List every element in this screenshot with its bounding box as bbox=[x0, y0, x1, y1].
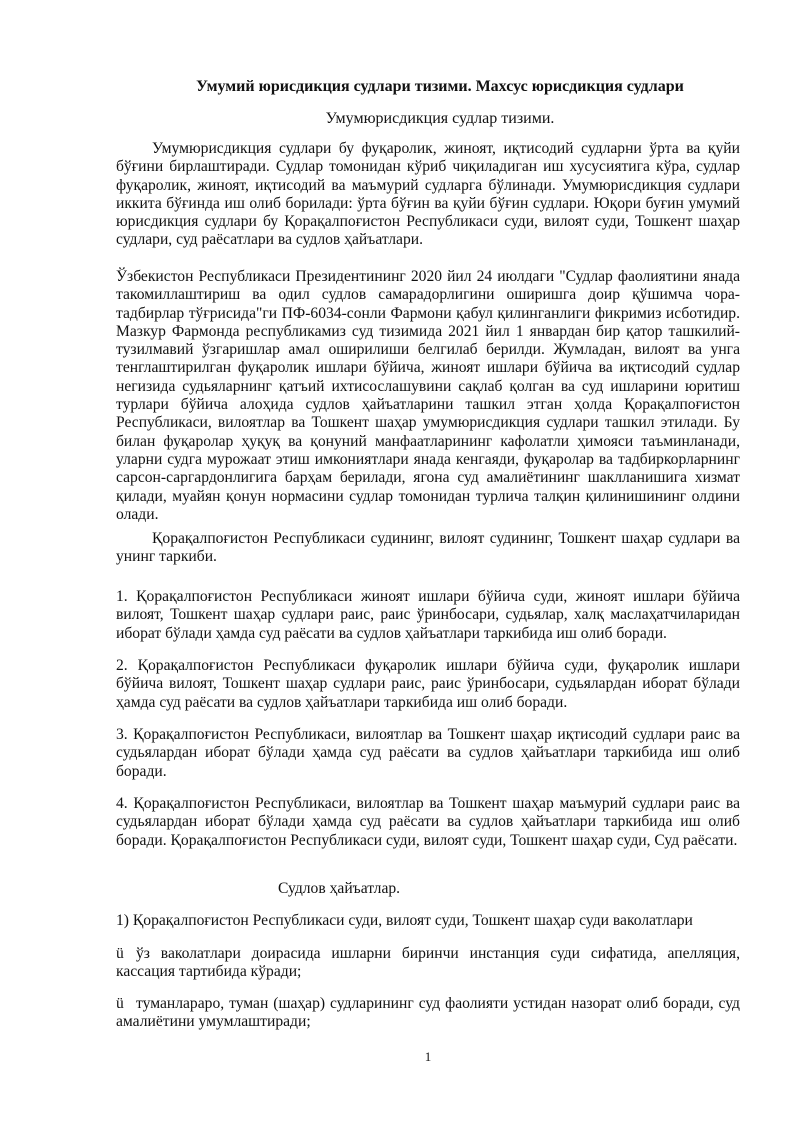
bullet-item-supervision bbox=[116, 995, 740, 1032]
bullet-text: туманлараро, туман (шаҳар) судларининг суд фаолияти устидан назорат олиб боради, суд амалиётини умумлаштиради; bbox=[116, 995, 740, 1031]
paragraph-intro: Умумюрисдикция судлари бу фуқаролик, жиноят, иқтисодий судларни ўрта ва қуйи бўғини бирлаштиради. Судлар томонидан кўриб чиқиладиган иш хусусиятига кўра, судлар фуқаролик, жиноят, иқтисодий ва маъмурий судларга бўлинади. Умумюрисдикция судлари иккита бўғинда иш олиб борилади: ўрта бўғин ва қуйи бўғин судлари. Юқори буғин умумий юрисдикция судлари бу Қорақалпоғистон Республикаси суди, вилоят суди, Тошкент шаҳар судлари, суд раёсатлари ва судлов ҳайъатлари. bbox=[116, 140, 740, 249]
list-item-administrative-courts: 4. Қорақалпоғистон Республикаси, вилоятлар ва Тошкент шаҳар маъмурий судлари раис ва судьялардан иборат бўлади ҳамда суд раёсати ва судлов ҳайъатлари таркибида иш олиб боради. Қорақалпоғистон Республикаси суди, вилоят суди, Тошкент шаҳар суди, Суд раёсати. bbox=[116, 795, 740, 849]
section-heading-panels: Судлов ҳайъатлар. bbox=[278, 880, 401, 897]
list-item-civil-courts: 2. Қорақалпоғистон Республикаси фуқаролик ишлари бўйича суди, фуқаролик ишлари бўйича вилоят, Тошкент шаҳар судлари раис, раис ўринбосари, судьялардан иборат бўлади ҳамда суд раёсати ва судлов ҳайъатлари таркибида иш олиб боради. bbox=[116, 657, 740, 711]
bullet-text: ўз ваколатлари доирасида ишларни биринчи инстанция суди сифатида, апелляция, кассация тартибида кўради; bbox=[116, 945, 740, 981]
list-item-economic-courts: 3. Қорақалпоғистон Республикаси, вилоятлар ва Тошкент шаҳар иқтисодий судлари раис ва судьялардан иборат бўлади ҳамда суд раёсати ва судлов ҳайъатлари таркибида иш олиб боради. bbox=[116, 726, 740, 780]
checkmark-bullet-icon: ü bbox=[116, 945, 124, 962]
paragraph-court-composition: Қорақалпоғистон Республикаси судининг, вилоят судининг, Тошкент шаҳар судлари ва унинг таркиби. bbox=[116, 530, 740, 566]
document-title: Умумий юрисдикция судлари тизими. Махсус юрисдикция судлари bbox=[196, 78, 684, 95]
list-item-criminal-courts: 1. Қорақалпоғистон Республикаси жиноят ишлари бўйича суди, жиноят ишлари бўйича вилоят, Тошкент шаҳар судлари раис, раис ўринбосари, судьялар, халқ маслаҳатчиларидан иборат бўлади ҳамда суд раёсати ва судлов ҳайъатлари таркибида иш олиб боради. bbox=[116, 588, 740, 642]
section-subtitle: Умумюрисдикция судлар тизими. bbox=[325, 110, 555, 127]
checkmark-bullet-icon: ü bbox=[116, 995, 124, 1012]
page-number: 1 bbox=[424, 1049, 432, 1064]
bullet-item-first-instance bbox=[116, 945, 740, 982]
paragraph-decree: Ўзбекистон Республикаси Президентининг 2020 йил 24 июлдаги "Судлар фаолиятини янада такомиллаштириш ва одил судлов самарадорлигини оширишга доир қўшимча чора-тадбирлар тўғрисида"ги ПФ-6034-сонли Фармони қабул қилинганлиги фикримиз исботидир. Мазкур Фармонда республикамиз суд тизимида 2021 йил 1 январдан бир қатор ташкилий-тузилмавий ўзгаришлар амал оширилиши белгилаб берилди. Жумладан, вилоят ва унга тенглаштирилган фуқаролик ишлари бўйича, жиноят ишлари бўйича ва иқтисодий судлар негизида судьяларнинг қатъий ихтисослашувини сақлаб қолган ва суд ишларини юритиш турлари бўйича алоҳида судлов ҳайъатларини ташкил этган ҳолда Қорақалпоғистон Республикаси, вилоятлар ва Тошкент шаҳар умумюрисдикция судлари ташкил этилади. Бу билан фуқаролар ҳуқуқ ва қонуний манфаатларининг кафолатли ҳимояси таъминланади, уларни судга мурожаат этиш имкониятлари янада кенгаяди, фуқаролар ва тадбиркорларнинг сарсон-саргардонлигига барҳам берилади, ягона суд амалиётининг шаклланишига хизмат қилади, муайян қонун нормасини судлар томонидан турлича талқин қилинишининг олдини олади. bbox=[116, 268, 740, 523]
list-intro-powers: 1) Қорақалпоғистон Республикаси суди, вилоят суди, Тошкент шаҳар суди ваколатлари bbox=[116, 912, 693, 929]
